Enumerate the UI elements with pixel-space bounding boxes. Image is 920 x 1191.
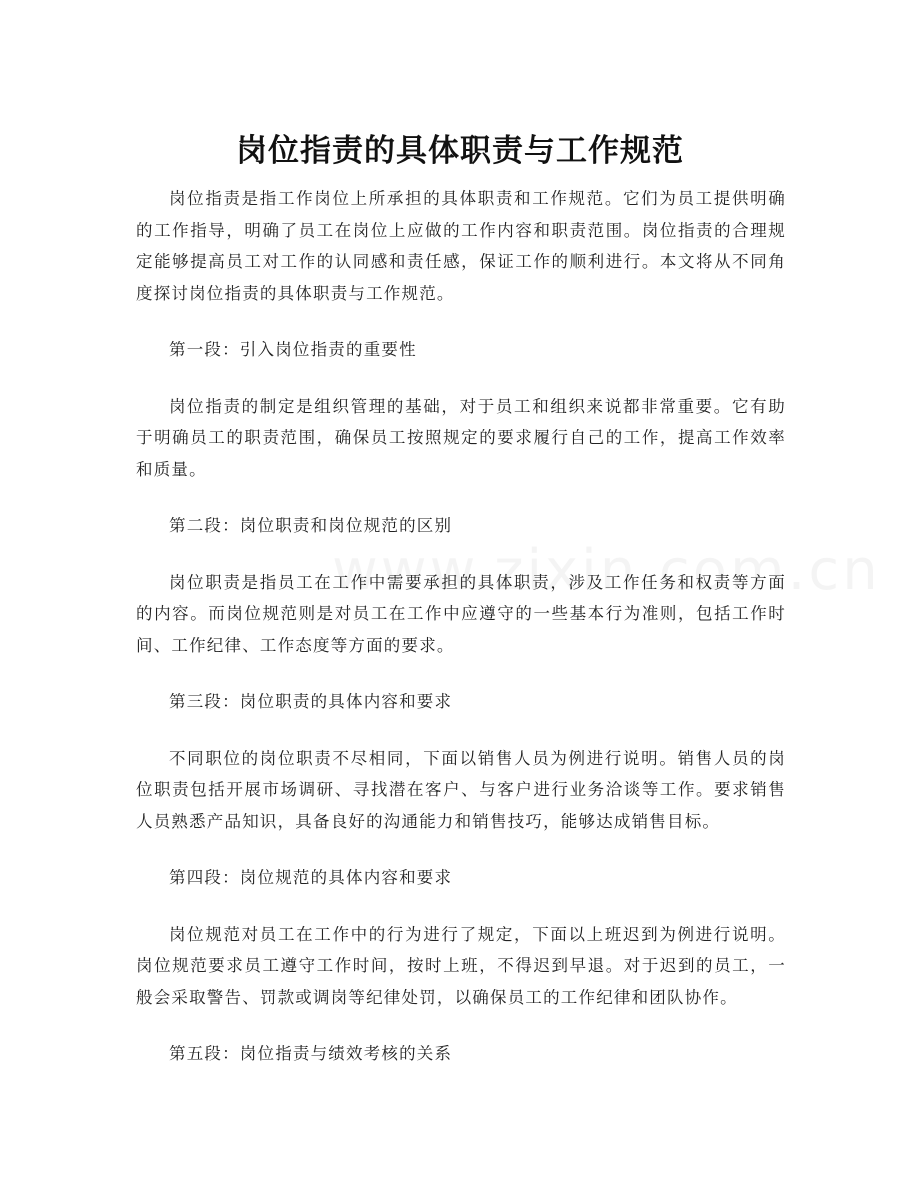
section-paragraph-4: 岗位规范对员工在工作中的行为进行了规定，下面以上班迟到为例进行说明。岗位规范要求员工遵守工作时间，按时上班，不得迟到早退。对于迟到的员工，一般会采取警告、罚款或调岗等纪律处罚，以确保员工的工作纪律和团队协作。: [136, 924, 786, 1007]
section-heading-2: 第二段：岗位职责和岗位规范的区别: [169, 516, 453, 535]
page-title: 岗位指责的具体职责与工作规范: [236, 132, 684, 169]
section-heading-4: 第四段：岗位规范的具体内容和要求: [169, 868, 453, 887]
section-heading-1: 第一段：引入岗位指责的重要性: [169, 340, 417, 359]
document-body: [136, 183, 786, 1095]
section-paragraph-3: 不同职位的岗位职责不尽相同，下面以销售人员为例进行说明。销售人员的岗位职责包括开展市场调研、寻找潜在客户、与客户进行业务洽谈等工作。要求销售人员熟悉产品知识，具备良好的沟通能力和销售技巧，能够达成销售目标。: [136, 748, 786, 831]
intro-paragraph: 岗位指责是指工作岗位上所承担的具体职责和工作规范。它们为员工提供明确的工作指导，明确了员工在岗位上应做的工作内容和职责范围。岗位指责的合理规定能够提高员工对工作的认同感和责任感，保证工作的顺利进行。本文将从不同角度探讨岗位指责的具体职责与工作规范。: [136, 189, 786, 303]
section-paragraph-1: 岗位指责的制定是组织管理的基础，对于员工和组织来说都非常重要。它有助于明确员工的职责范围，确保员工按照规定的要求履行自己的工作，提高工作效率和质量。: [136, 396, 786, 479]
section-heading-5: 第五段：岗位指责与绩效考核的关系: [169, 1044, 453, 1063]
section-paragraph-2: 岗位职责是指员工在工作中需要承担的具体职责，涉及工作任务和权责等方面的内容。而岗位规范则是对员工在工作中应遵守的一些基本行为准则，包括工作时间、工作纪律、工作态度等方面的要求。: [136, 572, 786, 655]
section-heading-3: 第三段：岗位职责的具体内容和要求: [169, 692, 453, 711]
